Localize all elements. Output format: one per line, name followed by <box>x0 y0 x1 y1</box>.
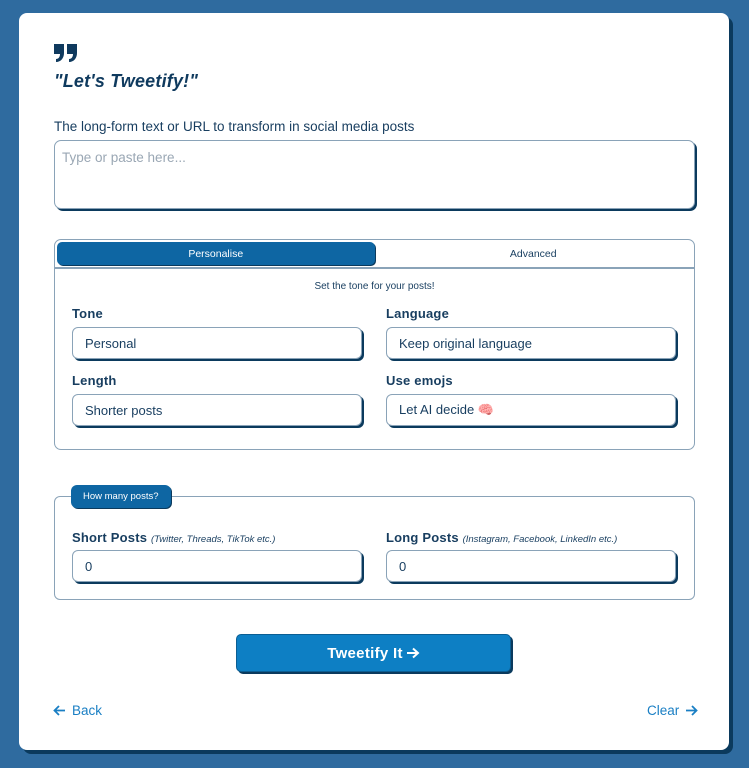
long-posts-input[interactable] <box>386 550 676 582</box>
arrow-left-icon <box>53 705 66 716</box>
tone-value: Personal <box>85 335 137 351</box>
clear-label: Clear <box>647 703 680 718</box>
arrow-right-icon <box>406 647 420 659</box>
back-label: Back <box>72 703 103 718</box>
post-count-group <box>54 496 695 600</box>
personalise-panel <box>54 268 695 450</box>
short-posts-input[interactable] <box>72 550 362 582</box>
length-label: Length <box>72 373 117 388</box>
tweetify-label: Tweetify It <box>327 644 403 662</box>
emojis-value: Let AI decide 🧠 <box>399 402 494 417</box>
arrow-right-icon <box>685 705 698 716</box>
language-select[interactable] <box>386 327 676 359</box>
quote-icon <box>53 43 79 63</box>
length-select[interactable] <box>72 394 362 426</box>
short-posts-hint: (Twitter, Threads, TikTok etc.) <box>150 534 276 545</box>
emojis-select[interactable] <box>386 394 676 426</box>
short-posts-title: Short Posts <box>72 530 148 545</box>
tweetify-button[interactable] <box>236 634 511 672</box>
tab-bar <box>54 239 695 268</box>
tab-advanced[interactable]: Advanced <box>509 247 557 260</box>
short-posts-label <box>72 530 275 545</box>
clear-link[interactable] <box>647 703 698 718</box>
long-posts-label <box>386 530 617 545</box>
emojis-label: Use emojs <box>386 373 453 388</box>
back-link[interactable] <box>53 703 102 718</box>
long-posts-title: Long Posts <box>386 530 459 545</box>
page-title: "Let's Tweetify!" <box>54 71 199 91</box>
tone-label: Tone <box>72 306 103 321</box>
length-value: Shorter posts <box>85 402 163 418</box>
language-value: Keep original language <box>399 335 532 351</box>
tab-personalise[interactable]: Personalise <box>57 242 375 265</box>
language-label: Language <box>386 306 449 321</box>
source-text-input[interactable] <box>54 140 695 209</box>
main-card <box>19 13 729 750</box>
long-posts-hint: (Instagram, Facebook, LinkedIn etc.) <box>462 534 618 545</box>
tone-select[interactable] <box>72 327 362 359</box>
source-text-label: The long-form text or URL to transform in social media posts <box>54 119 415 134</box>
panel-subtitle: Set the tone for your posts! <box>314 281 435 292</box>
post-count-legend: How many posts? <box>71 485 171 508</box>
